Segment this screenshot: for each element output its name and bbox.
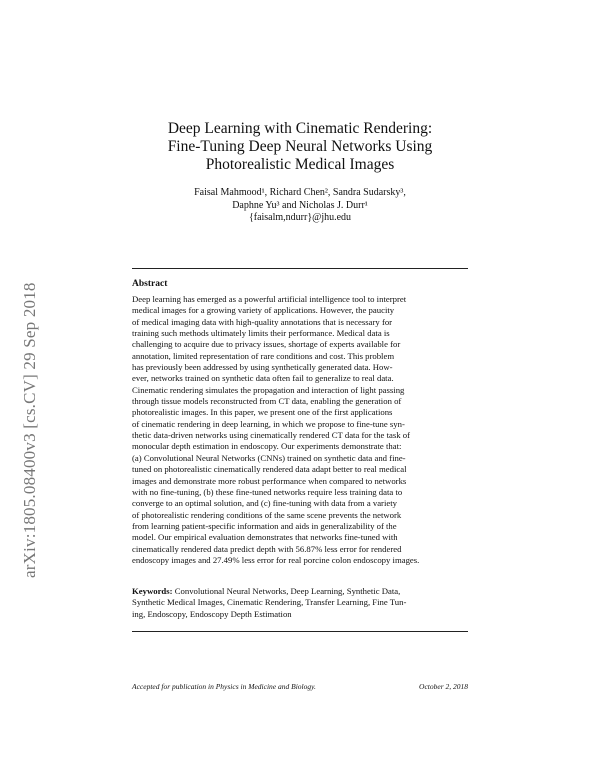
- abstract-line: with no fine-tuning, (b) these fine-tuned networks require less training data to: [132, 486, 403, 497]
- keywords-line: [132, 586, 472, 597]
- publication-note: Accepted for publication in Physics in Medicine and Biology.: [132, 682, 316, 691]
- abstract-line: ever, networks trained on synthetic data often fail to generalize to real data.: [132, 373, 394, 384]
- abstract-line: medical images for a growing variety of applications. However, the paucity: [132, 305, 395, 316]
- author-email: {faisalm,ndurr}@jhu.edu: [248, 212, 352, 223]
- paper-title: [132, 120, 468, 174]
- abstract-line: through tissue models reconstructed from CT data, enabling the generation of: [132, 396, 402, 407]
- title-line: Fine-Tuning Deep Neural Networks Using: [167, 138, 433, 155]
- abstract-line: has previously been addressed by using synthetically generated data. How-: [132, 362, 393, 373]
- author-line: Daphne Yu³ and Nicholas J. Durr¹: [232, 199, 368, 211]
- abstract-line: model. Our empirical evaluation demonstrates that networks fine-tuned with: [132, 532, 398, 543]
- keywords-label: Keywords:: [132, 586, 173, 596]
- keywords-line: ing, Endoscopy, Endoscopy Depth Estimation: [132, 608, 292, 619]
- title-line: Deep Learning with Cinematic Rendering:: [167, 120, 433, 137]
- abstract-line: of cinematic rendering in deep learning, in which we propose to fine-tune syn-: [132, 418, 405, 429]
- abstract-line: endoscopy images and 27.49% less error for real porcine colon endoscopy images.: [132, 554, 420, 565]
- abstract-line: of photorealistic rendering conditions of the same scene prevents the network: [132, 509, 402, 520]
- title-line: Photorealistic Medical Images: [205, 156, 395, 173]
- abstract-line: photorealistic images. In this paper, we present one of the first applications: [132, 407, 393, 418]
- abstract-line: (a) Convolutional Neural Networks (CNNs) trained on synthetic data and fine-: [132, 452, 406, 463]
- abstract-line: training such methods ultimately limits their performance. Medical data is: [132, 328, 390, 339]
- abstract-line: cinematically rendered data predict depth with 56.87% less error for rendered: [132, 543, 402, 554]
- page-footer: [132, 682, 468, 691]
- abstract-line: Cinematic rendering simulates the propagation and interaction of light passing: [132, 384, 405, 395]
- abstract-line: of medical imaging data with high-quality annotations that is necessary for: [132, 316, 393, 327]
- abstract-line: converge to an optimal solution, and (c) fine-tuning with data from a variety: [132, 498, 397, 509]
- abstract-line: tuned on photorealistic cinematically rendered data adapt better to real medical: [132, 464, 407, 475]
- keywords-text: Convolutional Neural Networks, Deep Learning, Synthetic Data,: [172, 586, 401, 596]
- abstract-line: challenging to acquire due to privacy issues, shortage of experts available for: [132, 339, 401, 350]
- author-block: [132, 187, 468, 225]
- footer-date: October 2, 2018: [419, 682, 468, 691]
- abstract-line: from learning patient-specific information and aids in generalizability of the: [132, 520, 397, 531]
- abstract-line: thetic data-driven networks using cinematically rendered CT data for the task of: [132, 430, 410, 441]
- arxiv-identifier: arXiv:1805.08400v3 [cs.CV] 29 Sep 2018: [20, 282, 39, 578]
- abstract-line: images and demonstrate more robust performance when compared to networks: [132, 475, 407, 486]
- abstract-heading: Abstract: [132, 279, 168, 289]
- author-line: Faisal Mahmood¹, Richard Chen², Sandra Sudarsky³,: [194, 187, 406, 198]
- keywords-line: Synthetic Medical Images, Cinematic Rendering, Transfer Learning, Fine Tun-: [132, 597, 407, 608]
- abstract-line: annotation, limited representation of rare conditions and cost. This problem: [132, 350, 395, 361]
- keywords-block: [132, 586, 472, 620]
- abstract-line: Deep learning has emerged as a powerful artificial intelligence tool to interpret: [132, 294, 407, 304]
- abstract-line: monocular depth estimation in endoscopy. Our experiments demonstrate that:: [132, 441, 402, 452]
- abstract-bottom-rule: [132, 631, 468, 632]
- abstract-top-rule: [132, 268, 468, 269]
- abstract-body: [132, 294, 472, 566]
